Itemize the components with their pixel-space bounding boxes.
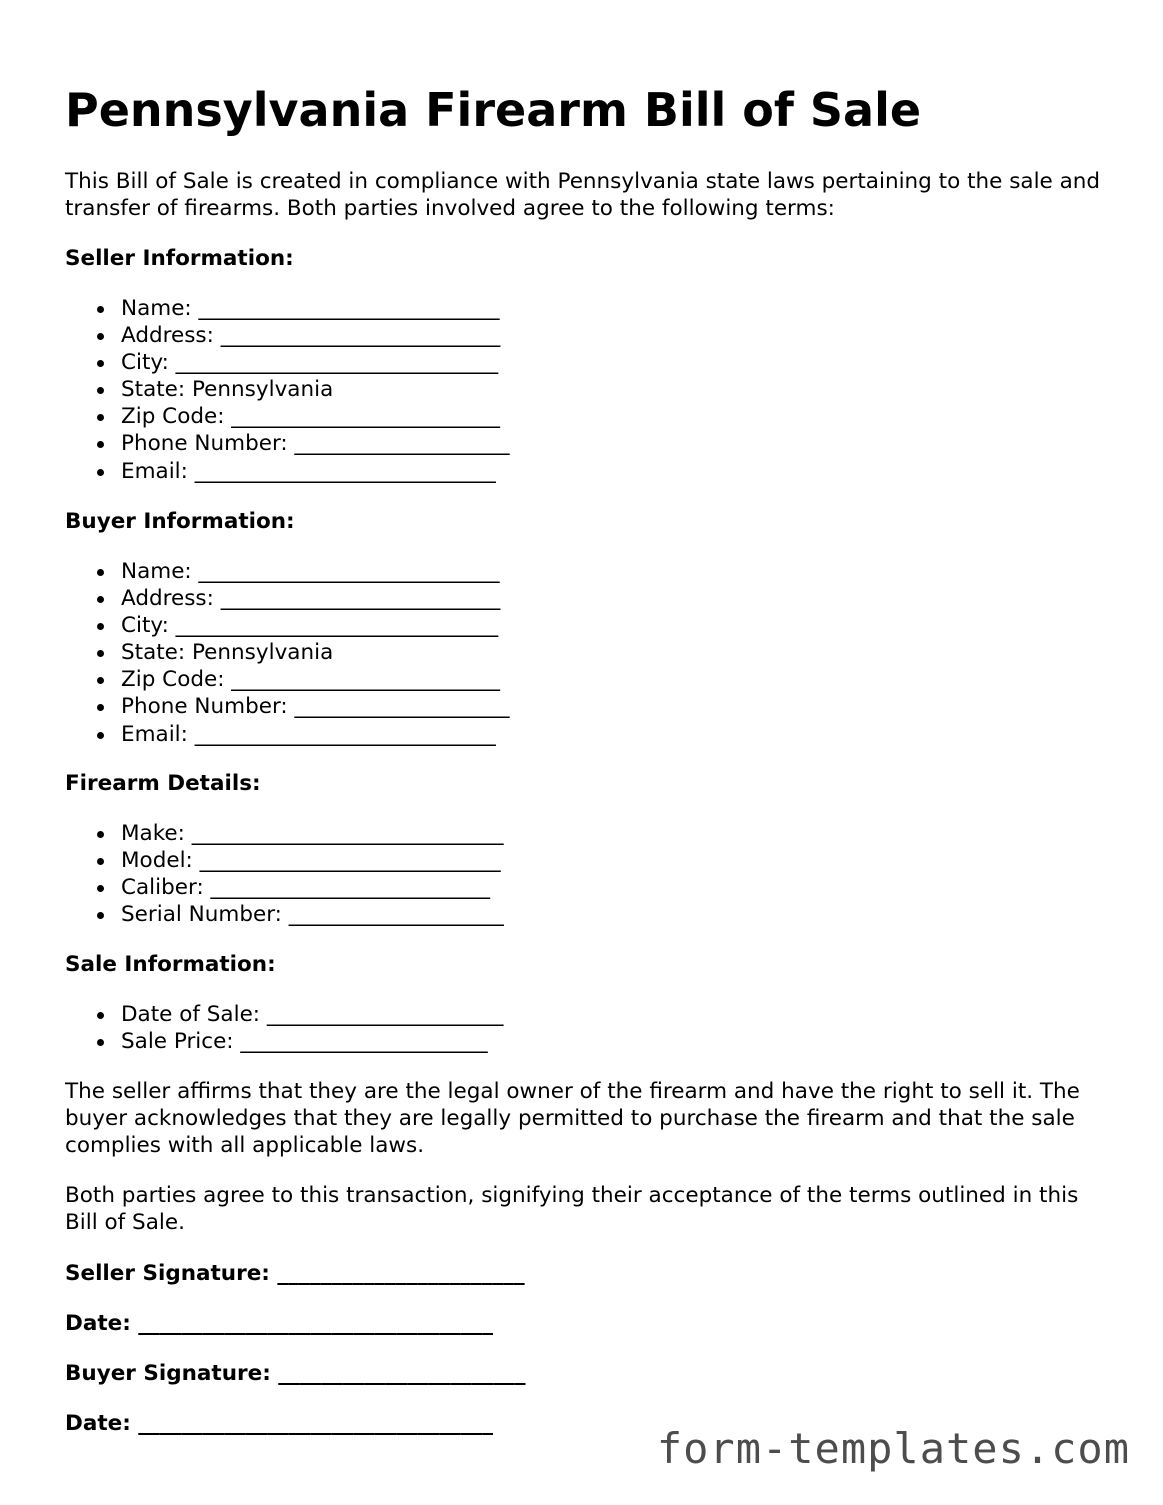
buyer-date-line: Date: _________________________________ bbox=[65, 1411, 494, 1436]
firearm-details-heading: Firearm Details: bbox=[65, 771, 261, 796]
firearm-make-field: Make: _____________________________ bbox=[65, 820, 504, 847]
seller-address-field: Address: __________________________ bbox=[65, 322, 510, 349]
buyer-zip-field: Zip Code: _________________________ bbox=[65, 666, 510, 693]
agreement-paragraph: Both parties agree to this transaction, signifying their acceptance of the terms outlined in this Bill of Sale. bbox=[65, 1183, 1079, 1235]
sale-fields-list bbox=[65, 1001, 503, 1055]
buyer-fields-list bbox=[65, 558, 510, 748]
buyer-email-field: Email: ____________________________ bbox=[65, 721, 510, 748]
seller-city-field: City: ______________________________ bbox=[65, 349, 510, 376]
firearm-fields-list bbox=[65, 820, 504, 928]
seller-state-field: State: Pennsylvania bbox=[65, 376, 510, 403]
document-title: Pennsylvania Firearm Bill of Sale bbox=[65, 83, 922, 137]
watermark-text: form-templates.com bbox=[656, 1424, 1130, 1473]
seller-zip-field: Zip Code: _________________________ bbox=[65, 403, 510, 430]
seller-information-heading: Seller Information: bbox=[65, 246, 294, 271]
firearm-serial-field: Serial Number: ____________________ bbox=[65, 901, 504, 928]
buyer-signature-line: Buyer Signature: _______________________ bbox=[65, 1361, 526, 1386]
sale-price-field: Sale Price: _______________________ bbox=[65, 1028, 503, 1055]
buyer-phone-field: Phone Number: ____________________ bbox=[65, 693, 510, 720]
firearm-model-field: Model: ____________________________ bbox=[65, 847, 504, 874]
seller-email-field: Email: ____________________________ bbox=[65, 458, 510, 485]
buyer-information-heading: Buyer Information: bbox=[65, 509, 295, 534]
buyer-name-field: Name: ____________________________ bbox=[65, 558, 510, 585]
buyer-city-field: City: ______________________________ bbox=[65, 612, 510, 639]
buyer-address-field: Address: __________________________ bbox=[65, 585, 510, 612]
sale-information-heading: Sale Information: bbox=[65, 952, 276, 977]
sale-date-field: Date of Sale: ______________________ bbox=[65, 1001, 503, 1028]
firearm-caliber-field: Caliber: __________________________ bbox=[65, 874, 504, 901]
seller-phone-field: Phone Number: ____________________ bbox=[65, 430, 510, 457]
seller-name-field: Name: ____________________________ bbox=[65, 295, 510, 322]
seller-fields-list bbox=[65, 295, 510, 485]
seller-date-line: Date: _________________________________ bbox=[65, 1311, 494, 1336]
intro-paragraph: This Bill of Sale is created in compliance with Pennsylvania state laws pertaining to the sale and transfer of firearms. Both parties involved agree to the following terms: bbox=[65, 169, 1101, 221]
affirmation-paragraph: The seller affirms that they are the legal owner of the firearm and have the right to sell it. The buyer acknowledges that they are legally permitted to purchase the firearm and that the sale complies with all applicable laws. bbox=[65, 1079, 1080, 1158]
seller-signature-line: Seller Signature: _______________________ bbox=[65, 1261, 525, 1286]
buyer-state-field: State: Pennsylvania bbox=[65, 639, 510, 666]
